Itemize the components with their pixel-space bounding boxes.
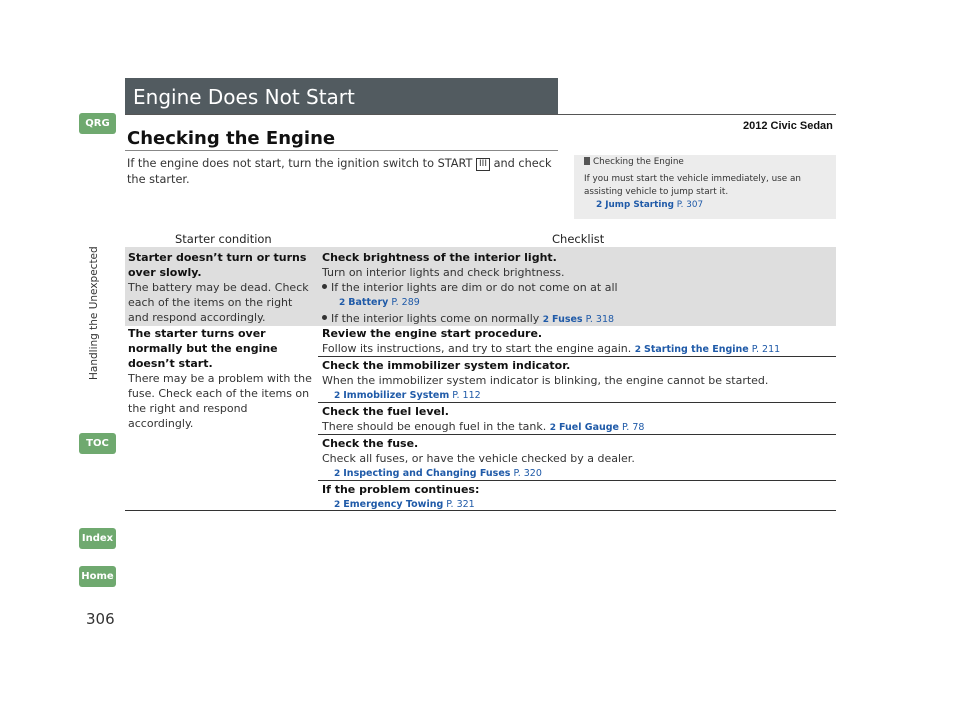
check-item-divider [318, 356, 836, 357]
note-title [584, 157, 684, 167]
reference-arrow-icon: 2 [334, 469, 341, 479]
reference-arrow-icon: 2 [634, 345, 642, 355]
check-item-reference[interactable] [635, 344, 780, 355]
row1-bullet-1-text: If the interior lights are dim or do not come on at all [331, 281, 618, 294]
bullet-icon [322, 315, 327, 320]
check-item-immobilizer [322, 358, 834, 404]
starting-engine-link[interactable]: Starting the Engine [644, 344, 749, 355]
row1-check-title: Check brightness of the interior light. [322, 251, 557, 264]
vehicle-model: 2012 Civic Sedan [743, 120, 833, 132]
fuel-gauge-link[interactable]: Fuel Gauge [558, 422, 619, 433]
note-title-text: Checking the Engine [593, 157, 684, 167]
check-item-fuse [322, 436, 834, 482]
bullet-icon [322, 284, 327, 289]
note-page[interactable]: P. 307 [676, 200, 704, 210]
check-item-text: Check all fuses, or have the vehicle checked by a dealer. [322, 452, 635, 465]
row2-condition [128, 326, 314, 431]
emergency-towing-page[interactable]: P. 321 [446, 499, 475, 510]
row1-condition [128, 250, 313, 325]
note-link[interactable]: Jump Starting [605, 200, 674, 210]
check-item-text: Follow its instructions, and try to start the engine again. [322, 342, 632, 355]
battery-link[interactable]: Battery [348, 297, 389, 308]
section-title: Engine Does Not Start [133, 85, 355, 109]
index-button[interactable]: Index [79, 528, 116, 549]
row2-condition-title: The starter turns over normally but the engine doesn’t start. [128, 327, 278, 370]
row1-check-text: Turn on interior lights and check brightness. [322, 266, 565, 279]
home-button[interactable]: Home [79, 566, 116, 587]
changing-fuses-page[interactable]: P. 320 [513, 468, 542, 479]
check-item-divider [318, 402, 836, 403]
note-body [584, 173, 826, 212]
intro-text-end: and check the starter. [127, 157, 552, 186]
intro-text-start: If the engine does not start, turn the ignition switch to START [127, 157, 477, 170]
emergency-towing-link[interactable]: Emergency Towing [343, 499, 444, 510]
row1-bullet-1-reference[interactable] [322, 295, 832, 311]
starting-engine-page[interactable]: P. 211 [751, 344, 781, 355]
header-rule [125, 114, 836, 115]
reference-arrow-icon: 2 [596, 200, 603, 210]
row2-condition-text: There may be a problem with the fuse. Check each of the items on the right and respond accordingly. [128, 372, 312, 430]
changing-fuses-link[interactable]: Inspecting and Changing Fuses [343, 468, 511, 479]
check-item-title: If the problem continues: [322, 483, 480, 496]
reference-arrow-icon: 2 [549, 423, 556, 433]
qrg-button[interactable]: QRG [79, 113, 116, 134]
row1-condition-text: The battery may be dead. Check each of the items on the right and respond accordingly. [128, 281, 309, 324]
ignition-key-symbol: III [476, 158, 490, 171]
row1-bullet-2-reference[interactable] [543, 314, 614, 325]
immobilizer-link[interactable]: Immobilizer System [343, 390, 450, 401]
note-text: If you must start the vehicle immediately, use an assisting vehicle to jump start it. [584, 174, 801, 197]
reference-arrow-icon: 2 [334, 391, 341, 401]
check-item-continues [322, 482, 834, 513]
check-item-fuel [322, 404, 834, 436]
toc-button[interactable]: TOC [79, 433, 116, 454]
intro-paragraph [127, 156, 552, 188]
column-header-condition: Starter condition [175, 232, 272, 246]
check-item-title: Check the fuse. [322, 437, 419, 450]
check-item-title: Review the engine start procedure. [322, 327, 543, 340]
row1-bullet-1 [322, 280, 832, 295]
reference-arrow-icon: 2 [339, 298, 346, 308]
check-item-text: There should be enough fuel in the tank. [322, 420, 547, 433]
battery-page[interactable]: P. 289 [391, 297, 420, 308]
row1-checklist [322, 250, 832, 328]
page-number: 306 [86, 610, 115, 628]
reference-arrow-icon: 2 [334, 500, 341, 510]
check-item-reference[interactable] [550, 422, 645, 433]
table-bottom-rule [125, 510, 836, 511]
check-item-divider [318, 434, 836, 435]
page-heading: Checking the Engine [127, 128, 336, 149]
check-item-divider [318, 480, 836, 481]
check-item-title: Check the immobilizer system indicator. [322, 359, 571, 372]
fuses-page[interactable]: P. 318 [585, 314, 615, 325]
side-section-label: Handling the Unexpected [88, 246, 100, 380]
column-header-checklist: Checklist [552, 232, 605, 246]
check-item-title: Check the fuel level. [322, 405, 449, 418]
check-item-start-procedure [322, 326, 834, 358]
row1-bullet-2-text: If the interior lights come on normally [331, 312, 540, 325]
check-item-text: When the immobilizer system indicator is blinking, the engine cannot be started. [322, 374, 769, 387]
row1-condition-title: Starter doesn’t turn or turns over slowly. [128, 251, 307, 279]
reference-arrow-icon: 2 [542, 315, 550, 325]
fuel-gauge-page[interactable]: P. 78 [622, 422, 645, 433]
note-marker-icon [584, 157, 590, 165]
fuses-link[interactable]: Fuses [552, 314, 583, 325]
note-reference[interactable] [584, 199, 826, 212]
immobilizer-page[interactable]: P. 112 [452, 390, 481, 401]
heading-rule [125, 150, 558, 151]
